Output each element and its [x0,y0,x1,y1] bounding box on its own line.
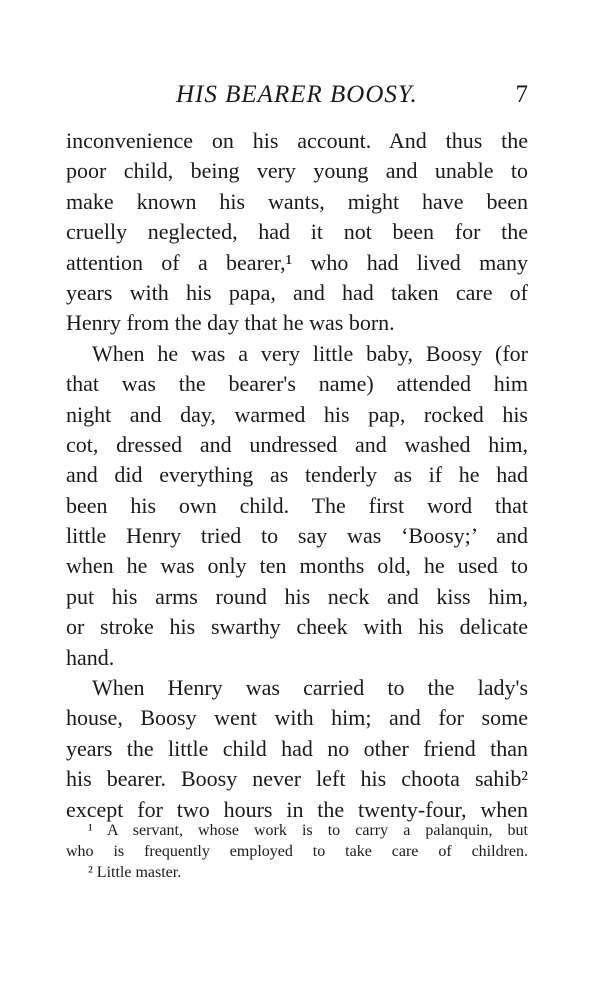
page-number: 7 [515,81,528,108]
body-text [66,126,528,825]
text-line: house, Boosy went with him; and for some [66,705,528,731]
footnotes [66,820,528,883]
text-line: when he was only ten months old, he used to [66,553,528,579]
footnote-line: ² Little master. [88,864,182,881]
text-line: that was the bearer's name) attended him [66,371,528,397]
text-line: except for two hours in the twenty-four, when [66,796,528,822]
text-line: When he was a very little baby, Boosy (for [92,340,528,366]
text-line: put his arms round his neck and kiss him, [66,583,528,609]
text-line: poor child, being very young and unable to [66,158,528,184]
running-title: HIS BEARER BOOSY. [176,81,418,108]
text-line: been his own child. The first word that [66,492,528,518]
text-line: When Henry was carried to the lady's [92,675,528,701]
footnote-line: who is frequently employed to take care of children. [66,843,528,860]
text-line: years with his papa, and had taken care of [66,279,528,305]
text-line: make known his wants, might have been [66,188,528,214]
text-line: attention of a bearer,¹ who had lived many [66,249,528,275]
text-line: cruelly neglected, had it not been for the [66,219,528,245]
text-line: inconvenience on his account. And thus the [66,128,528,153]
text-line: Henry from the day that he was born. [66,310,395,336]
text-line: or stroke his swarthy cheek with his delicate [66,614,528,640]
text-line: and did everything as tenderly as if he had [66,462,528,488]
text-line: his bearer. Boosy never left his choota sahib² [66,766,528,792]
text-line: little Henry tried to say was ‘Boosy;’ and [66,523,528,549]
text-line: years the little child had no other friend than [66,735,528,761]
text-line: night and day, warmed his pap, rocked his [66,401,528,427]
footnote-line: ¹ A servant, whose work is to carry a palanquin, but [88,822,528,839]
text-line: cot, dressed and undressed and washed him, [66,431,528,457]
running-head [66,78,528,112]
text-line: hand. [66,644,115,670]
